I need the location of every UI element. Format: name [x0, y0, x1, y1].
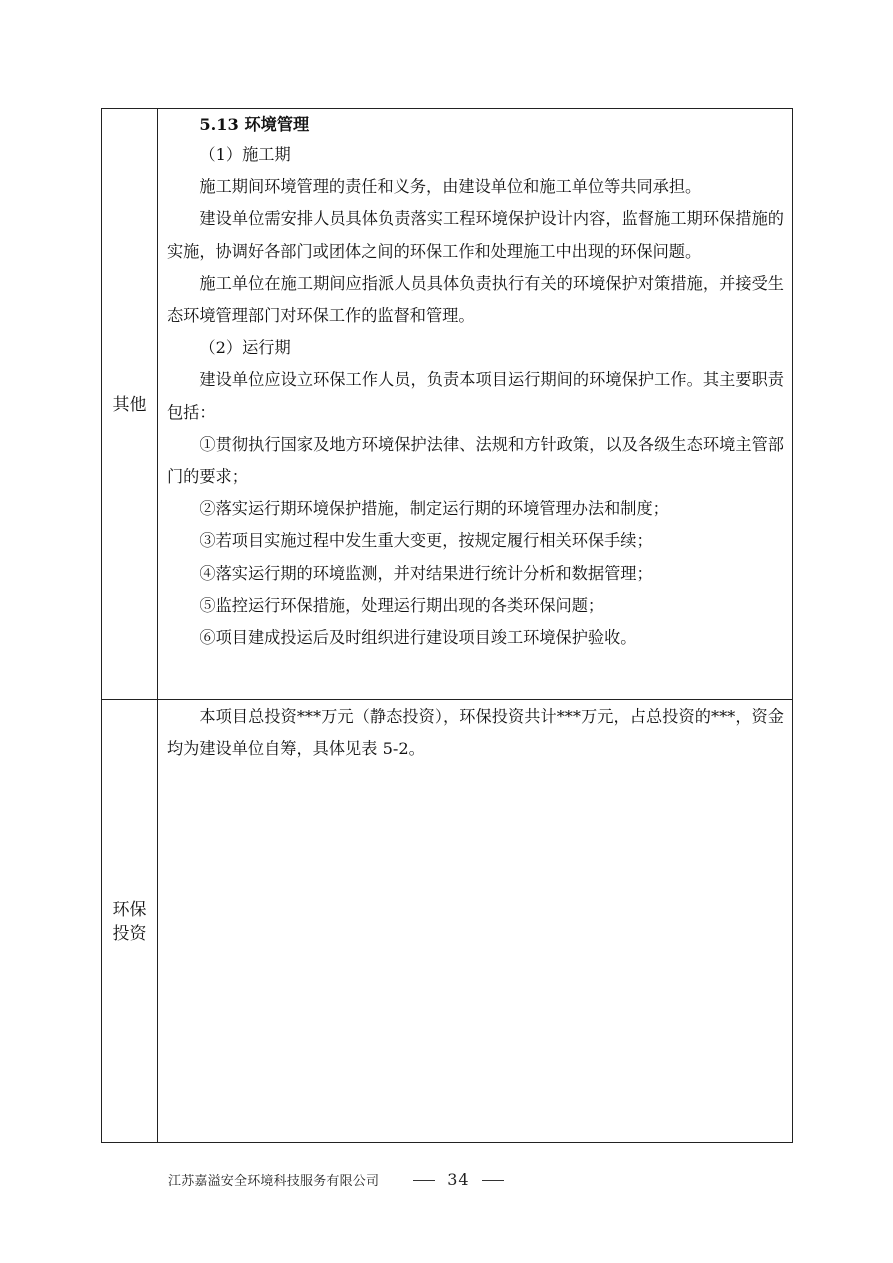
row-content-investment [158, 699, 792, 1142]
row-label-other [102, 109, 158, 699]
investment-paragraph: 本项目总投资***万元（静态投资），环保投资共计***万元，占总投资的***，资金均为建设单位自筹，具体见表 5-2。 [167, 707, 784, 759]
table-row-other [102, 109, 792, 700]
duty-item: ⑥项目建成投运后及时组织进行建设项目竣工环境保护验收。 [199, 628, 637, 648]
document-table [101, 108, 793, 1143]
construction-heading: （1）施工期 [199, 145, 291, 164]
dash-right [482, 1180, 504, 1181]
construction-paragraph: 建设单位需安排人员具体负责落实工程环境保护设计内容，监督施工期环保措施的实施，协调好各部门或团体之间的环保工作和处理施工中出现的环保问题。 [167, 209, 784, 261]
construction-paragraph: 施工期间环境管理的责任和义务，由建设单位和施工单位等共同承担。 [199, 177, 702, 197]
row-label-investment-text: 环保投资 [112, 899, 147, 944]
row-label-investment [102, 699, 158, 1142]
dash-left [413, 1180, 435, 1181]
row-content-other [158, 109, 792, 699]
operation-intro: 建设单位应设立环保工作人员，负责本项目运行期间的环境保护工作。其主要职责包括： [167, 370, 784, 422]
duty-item: ④落实运行期的环境监测，并对结果进行统计分析和数据管理； [199, 563, 653, 583]
duty-item: ③若项目实施过程中发生重大变更，按规定履行相关环保手续； [199, 531, 653, 551]
section-title: 5.13 环境管理 [199, 115, 310, 134]
duty-item: ①贯彻执行国家及地方环境保护法律、法规和方针政策，以及各级生态环境主管部门的要求； [167, 434, 784, 487]
page-footer [168, 1164, 728, 1194]
operation-heading: （2）运行期 [199, 338, 291, 358]
construction-paragraph: 施工单位在施工期间应指派人员具体负责执行有关的环境保护对策措施，并接受生态环境管理部门对环保工作的监督和管理。 [167, 273, 784, 326]
page-number: 34 [447, 1169, 470, 1189]
footer-company: 江苏嘉溢安全环境科技服务有限公司 [168, 1173, 380, 1189]
page-number-block [401, 1170, 515, 1189]
duty-item: ②落实运行期环境保护措施，制定运行期的环境管理办法和制度； [199, 499, 669, 519]
table-row-investment [102, 699, 792, 1142]
duty-item: ⑤监控运行环保措施，处理运行期出现的各类环保问题； [199, 595, 605, 615]
row-label-other-text: 其他 [112, 395, 147, 415]
